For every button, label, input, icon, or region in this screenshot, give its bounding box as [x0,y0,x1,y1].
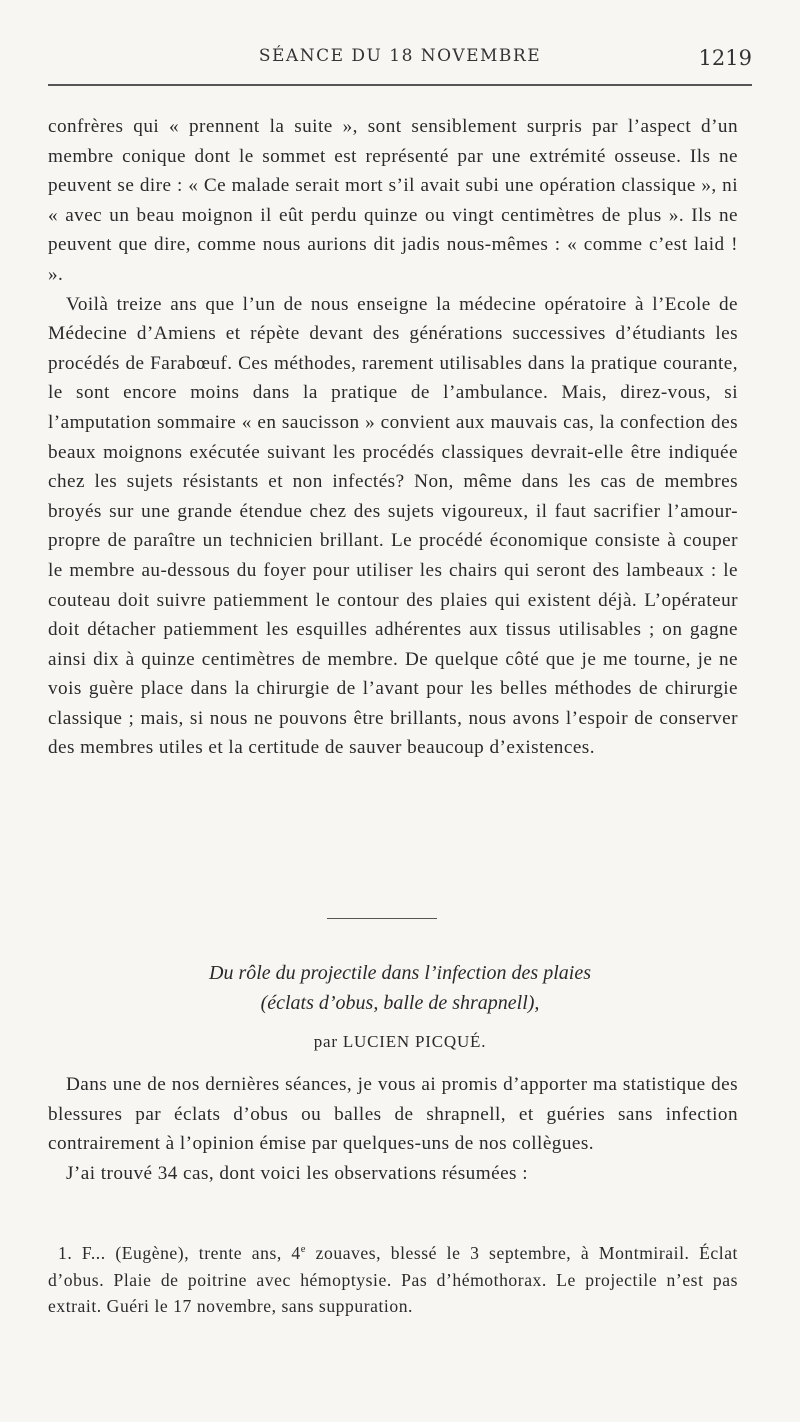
paragraph: Dans une de nos dernières séances, je vous ai promis d’apporter ma statistique des blessures par éclats d’obus ou balles de shrapnell, et guéries sans infection contrairement à l’opinion émise par quelques-uns de nos collègues. [48,1074,738,1155]
page-header [48,46,752,86]
article-title [48,958,752,1018]
paragraph: Voilà treize ans que l’un de nous enseigne la médecine opératoire à l’Ecole de Médecine d’Amiens et répète devant des générations successives d’étudiants les procédés de Farabœuf. Ces méthodes, rarement utilisables dans la pratique courante, le sont encore moins dans la pratique de l’ambulance. Mais, direz-vous, si l’amputation sommaire « en saucisson » convient aux mauvais cas, la confection des beaux moignons exécutée suivant les procédés classiques devrait-elle être indiquée chez les sujets résistants et non infectés? Non, même dans les cas de membres broyés sur une grande étendue chez des sujets vigoureux, il faut sacrifier l’amour-propre de paraître un technicien brillant. Le procédé économique consiste à couper le membre au-dessous du foyer pour utiliser les chairs qui seront des lambeaux : le couteau doit suivre patiemment le contour des plaies qui existent déjà. L’opérateur doit détacher patiemment les esquilles adhérentes aux tissus utilisables ; on gagne ainsi dix à quinze centimètres de membre. De quelque côté que je me tourne, je ne vois guère place dans la chirurgie de l’avant pour les belles méthodes de chirurgie classique ; mais, si nous ne pouvons être brillants, nous avons l’espoir de conserver des membres utiles et la certitude de sauver beaucoup d’existences. [48,293,738,759]
article-title-line: Du rôle du projectile dans l’infection des plaies [209,962,591,984]
observation-entry [48,1240,738,1320]
section-divider [327,918,437,919]
article-subtitle-line: (éclats d’obus, balle de shrapnell), [260,992,540,1014]
observation-start: 1. F... (Eugène), trente ans, 4 [58,1243,301,1263]
page-number: 1219 [698,46,752,70]
body-text-continuation [48,112,738,763]
header-rule [48,84,752,86]
paragraph: confrères qui « prennent la suite », sont sensiblement surpris par l’aspect d’un membre conique dont le sommet est représenté par une extrémité osseuse. Ils ne peuvent se dire : « Ce malade serait mort s’il avait subi une opération classique », ni « avec un beau moignon il eût perdu quinze ou vingt centimètres de plus ». Ils ne peuvent que dire, comme nous aurions dit jadis nous-mêmes : « comme c’est laid ! ». [48,116,738,285]
paragraph: J’ai trouvé 34 cas, dont voici les observations résumées : [66,1162,528,1184]
observation-rest: zouaves, blessé le 3 septembre, à Montmirail. Éclat d’obus. Plaie de poitrine avec hémoptysie. Pas d’hémothorax. Le projectile n’est pas extrait. Guéri le 17 novembre, sans suppuration. [48,1243,738,1316]
running-title: SÉANCE DU 18 NOVEMBRE [258,46,542,66]
author-byline: par LUCIEN PICQUÉ. [313,1032,487,1051]
article-body [48,1070,738,1188]
ordinal-superscript: e [300,1244,307,1256]
